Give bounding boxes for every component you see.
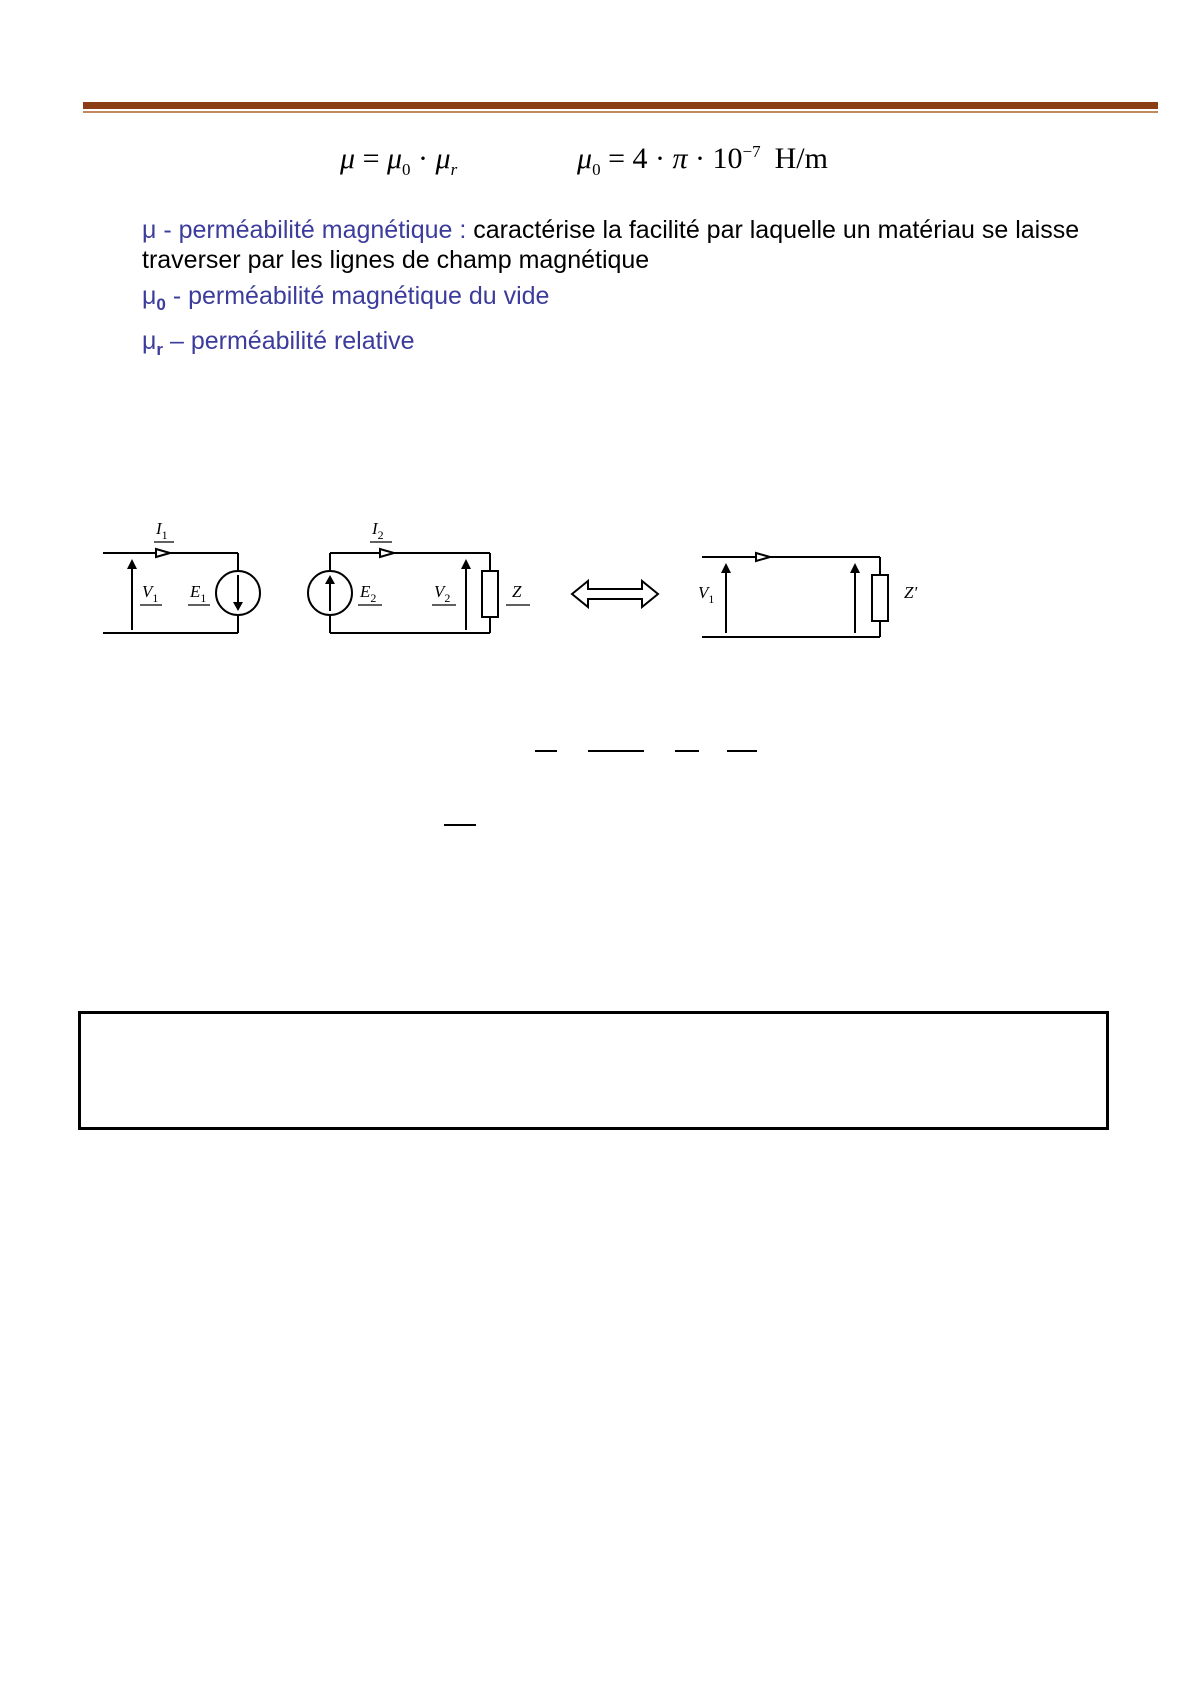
fraction-bar — [444, 824, 476, 826]
definition-mu: μ - perméabilité magnétique : caractérise la facilité par laquelle un matériau se laisse traverser par les lignes de champ magnétique — [142, 216, 1080, 274]
equivalent-circuit — [702, 553, 888, 637]
label-i2: $I_2$ — [372, 519, 384, 542]
definitions — [142, 215, 1162, 365]
equivalence-arrow — [572, 581, 658, 607]
result-box — [78, 1011, 1109, 1130]
definition-mu0: $\mu_0$ - perméabilité magnétique du vide — [142, 282, 550, 314]
impedance-zprime-symbol — [872, 575, 888, 621]
label-i1: $I_1$ — [156, 519, 168, 542]
header-rule — [83, 102, 1158, 109]
mu0-value-formula: $\mu_0 = 4 \cdot \pi \cdot 10^{-7}$ H/m — [577, 142, 828, 179]
primary-circuit — [103, 549, 260, 633]
secondary-circuit — [308, 549, 498, 633]
label-v1: $V_1$ — [142, 582, 159, 605]
label-e2: $E_2$ — [360, 582, 377, 605]
fraction-bar — [675, 750, 699, 752]
label-v1-equivalent: $V_1$ — [698, 583, 715, 606]
fraction-bar — [588, 750, 644, 752]
definition-mur: $\mu_r$ – perméabilité relative — [142, 327, 415, 359]
label-v2: $V_2$ — [434, 582, 451, 605]
impedance-z-symbol — [482, 571, 498, 617]
circuit-diagram — [90, 505, 940, 665]
label-e1: $E_1$ — [190, 582, 207, 605]
header-rule-thin — [83, 111, 1158, 113]
mu-relation-formula: $\mu = \mu_0 \cdot \mu_r$ — [340, 142, 458, 179]
fraction-bar — [535, 750, 557, 752]
label-z: Z — [512, 582, 522, 601]
label-zprime: Z' — [904, 583, 918, 602]
fraction-bar — [727, 750, 757, 752]
